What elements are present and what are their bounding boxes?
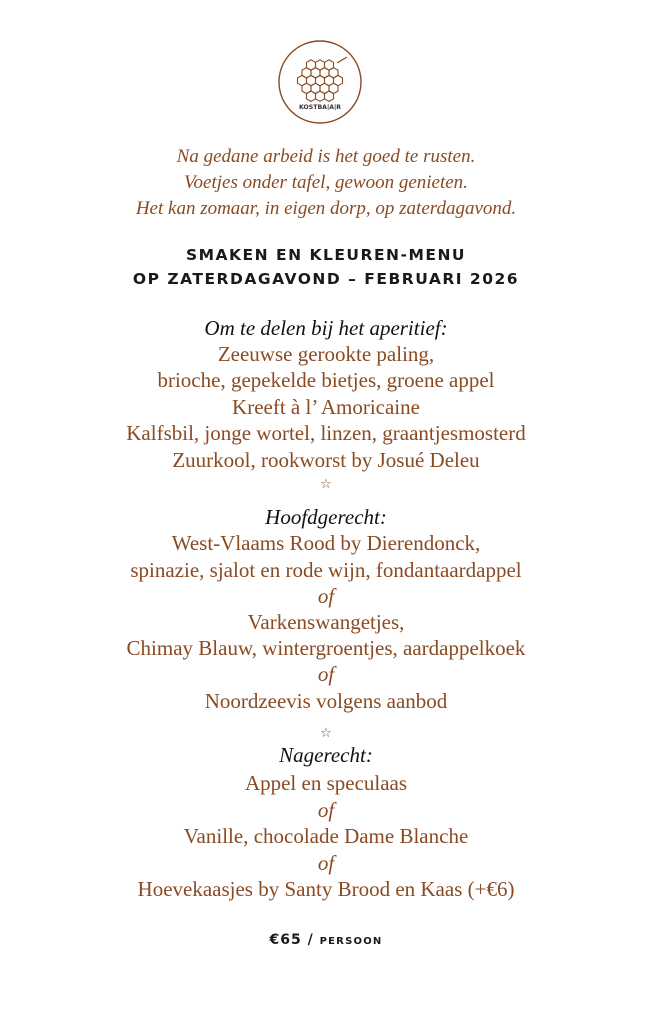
- hoofdgerecht-line: Noordzeevis volgens aanbod: [204, 689, 448, 713]
- nagerecht-line: Vanille, chocolade Dame Blanche: [183, 824, 469, 848]
- honeycomb-cell: [325, 91, 334, 101]
- kostbaar-logo: [277, 39, 363, 125]
- honeycomb-cell: [306, 91, 315, 101]
- or-separator: of: [317, 798, 335, 822]
- hoofdgerecht-line: Chimay Blauw, wintergroentjes, aardappelkoek: [126, 636, 526, 660]
- aperitief-item: Zeeuwse gerookte paling,: [217, 342, 435, 366]
- menu-heading-line-1: SMAKEN EN KLEUREN-MENU: [185, 246, 467, 264]
- poem-line-2: Voetjes onder tafel, gewoon genieten.: [184, 172, 468, 193]
- aperitief-item: brioche, gepekelde bietjes, groene appel: [157, 368, 495, 392]
- hoofdgerecht-line: spinazie, sjalot en rode wijn, fondantaardappel: [130, 558, 522, 582]
- or-separator: of: [317, 851, 335, 875]
- or-separator: of: [317, 662, 335, 686]
- price-amount: €65 /: [269, 932, 314, 948]
- aperitief-item: Zuurkool, rookworst by Josué Deleu: [172, 448, 480, 472]
- aperitief-item: Kreeft à l’ Amoricaine: [232, 395, 420, 419]
- nagerecht-line: Hoevekaasjes by Santy Brood en Kaas (+€6): [137, 877, 515, 901]
- price-unit: persoon: [319, 932, 383, 948]
- star-icon: ☆: [320, 726, 332, 741]
- menu-heading-line-2: OP ZATERDAGAVOND – FEBRUARI 2026: [132, 270, 520, 288]
- honeycomb-cell: [316, 91, 325, 101]
- nagerecht-line: Appel en speculaas: [244, 771, 408, 795]
- star-icon: ☆: [320, 477, 332, 492]
- nagerecht-title: Nagerecht:: [279, 743, 373, 767]
- hoofdgerecht-line: Varkenswangetjes,: [247, 610, 405, 634]
- price: [0, 932, 652, 948]
- aperitief-item: Kalfsbil, jonge wortel, linzen, graantjesmosterd: [126, 421, 526, 445]
- hoofdgerecht-title: Hoofdgerecht:: [265, 505, 387, 529]
- poem-line-3: Het kan zomaar, in eigen dorp, op zaterdagavond.: [135, 198, 517, 219]
- aperitief-title: Om te delen bij het aperitief:: [204, 316, 448, 340]
- logo-text: KOSTBA|A|R: [298, 104, 342, 111]
- poem-line-1: Na gedane arbeid is het goed te rusten.: [176, 146, 476, 167]
- or-separator: of: [317, 584, 335, 608]
- hoofdgerecht-line: West-Vlaams Rood by Dierendonck,: [171, 531, 481, 555]
